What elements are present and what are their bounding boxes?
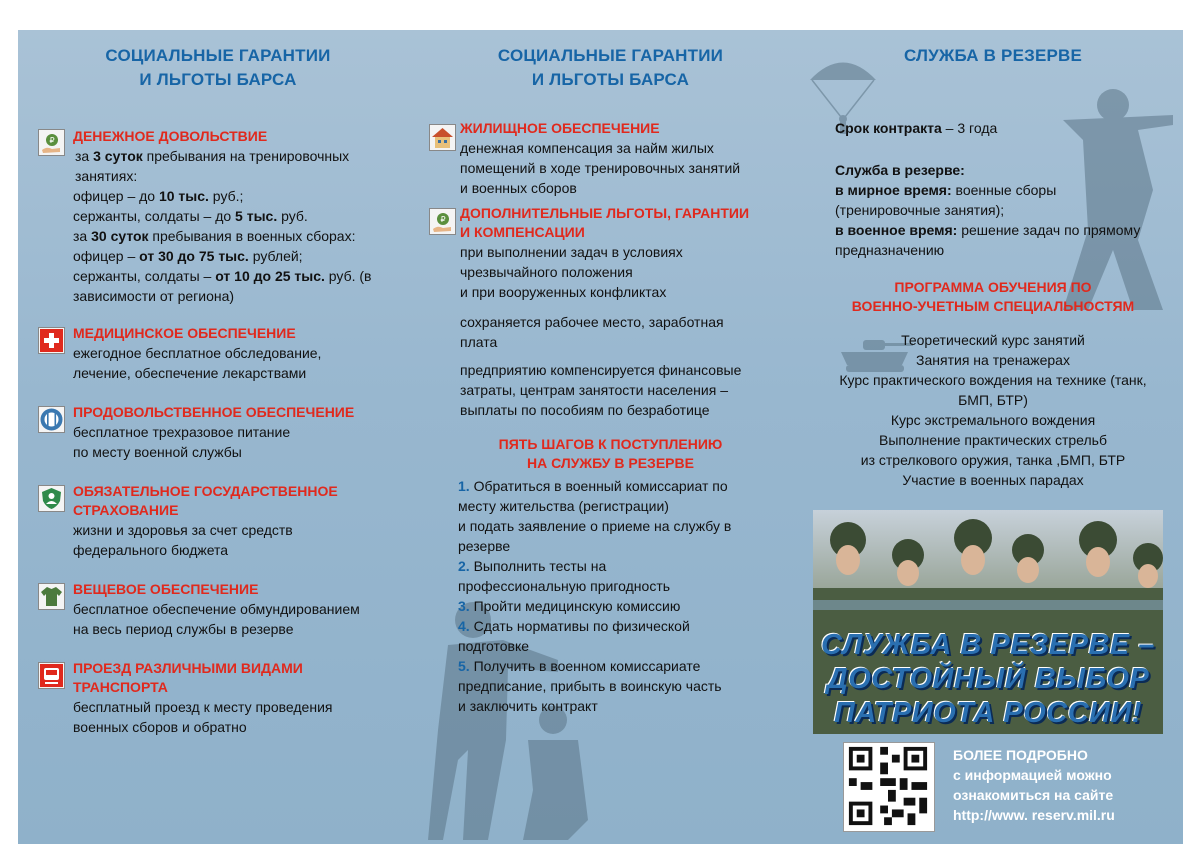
section-transport — [73, 659, 413, 737]
section-heading: ЖИЛИЩНОЕ ОБЕСПЕЧЕНИЕ — [460, 120, 660, 136]
column-benefits-2 — [418, 30, 803, 844]
column-benefits-1 — [18, 30, 418, 844]
section-text: за 3 суток пребывания на тренировочных занятиях: — [75, 148, 350, 184]
step-item: 5. Получить в военном комиссариате предписание, прибыть в воинскую часть и заключить контракт — [458, 658, 722, 714]
steps-title: ПЯТЬ ШАГОВ К ПОСТУПЛЕНИЮ НА СЛУЖБУ В РЕЗЕРВЕ — [498, 436, 723, 471]
column-title: СЛУЖБА В РЕЗЕРВЕ — [903, 46, 1083, 65]
section-heading: ВЕЩЕВОЕ ОБЕСПЕЧЕНИЕ — [73, 581, 259, 597]
section-heading: ДЕНЕЖНОЕ ДОВОЛЬСТВИЕ — [73, 128, 268, 144]
section-heading: ОБЯЗАТЕЛЬНОЕ ГОСУДАРСТВЕННОЕ СТРАХОВАНИЕ — [73, 483, 338, 518]
section-extra-benefits — [460, 204, 800, 420]
section-clothing — [73, 580, 413, 639]
soldiers-photo — [813, 510, 1163, 734]
program-item: Курс экстремального вождения — [890, 412, 1096, 428]
program-title: ПРОГРАММА ОБУЧЕНИЯ ПО ВОЕННО-УЧЕТНЫМ СПЕЦИАЛЬНОСТЯМ — [851, 279, 1135, 314]
program-item: Занятия на тренажерах — [916, 352, 1070, 368]
program-item: Участие в военных парадах — [902, 472, 1084, 488]
pay-details: офицер – до 10 тыс. руб.; сержанты, солдаты – до 5 тыс. руб. за 30 суток пребывания в военных сборах: офицер – от 30 до 75 тыс. рублей; сержанты, солдаты – от 10 до 25 тыс. руб. (в зависимости от региона) — [73, 188, 372, 304]
program-item: Курс практического вождения на технике (танк, — [839, 372, 1147, 388]
section-insurance — [73, 482, 413, 560]
uniform-jacket-icon — [38, 583, 65, 610]
column-reserve-service — [803, 30, 1183, 844]
section-text: при выполнении задач в условиях чрезвычайного положения и при вооруженных конфликтах — [460, 244, 683, 300]
section-text: жизни и здоровья за счет средств федерального бюджета — [73, 522, 293, 558]
qr-code-icon — [844, 743, 932, 829]
ruble-hand-icon — [429, 208, 456, 235]
shield-person-icon — [38, 485, 65, 512]
column-title: СОЦИАЛЬНЫЕ ГАРАНТИИ И ЛЬГОТЫ БАРСА — [105, 46, 331, 89]
section-text: предприятию компенсируется финансовые затраты, центрам занятости населения – выплаты по пособиям по безработице — [460, 362, 742, 418]
section-food — [73, 403, 413, 462]
column-title: СОЦИАЛЬНЫЕ ГАРАНТИИ И ЛЬГОТЫ БАРСА — [497, 46, 724, 89]
section-text: бесплатное обеспечение обмундированием на весь период службы в резерве — [73, 601, 360, 637]
step-item: 3. Пройти медицинскую комиссию — [458, 598, 681, 614]
slogan-banner: СЛУЖБА В РЕЗЕРВЕ – ДОСТОЙНЫЙ ВЫБОР ПАТРИОТА РОССИИ! — [821, 629, 1155, 729]
contract-term: Срок контракта – 3 года — [835, 120, 998, 136]
section-text: бесплатный проезд к месту проведения военных сборов и обратно — [73, 699, 333, 735]
program-list — [803, 330, 1183, 490]
section-heading: ДОПОЛНИТЕЛЬНЫЕ ЛЬГОТЫ, ГАРАНТИИ И КОМПЕНСАЦИИ — [460, 205, 750, 240]
section-text: сохраняется рабочее место, заработная плата — [460, 314, 724, 350]
service-modes: Служба в резерве: в мирное время: военные сборы (тренировочные занятия); в военное время: решение задач по прямому предназначению — [835, 162, 1141, 258]
leaflet-sheet — [18, 30, 1183, 844]
section-text: денежная компенсация за найм жилых помещений в ходе тренировочных занятий и военных сборов — [460, 140, 741, 196]
program-item: Выполнение практических стрельб — [879, 432, 1107, 448]
more-info: БОЛЕЕ ПОДРОБНО с информацией можно ознакомиться на сайте http://www. reserv.mil.ru — [953, 745, 1178, 825]
program-item: из стрелкового оружия, танка ,БМП, БТР — [860, 452, 1126, 468]
fork-knife-icon — [38, 406, 65, 433]
svg-text:₽: ₽ — [440, 215, 446, 224]
section-medical — [73, 324, 413, 383]
section-pay — [73, 127, 413, 186]
train-icon — [38, 662, 65, 689]
section-text: бесплатное трехразовое питание по месту военной службы — [73, 424, 291, 460]
section-heading: МЕДИЦИНСКОЕ ОБЕСПЕЧЕНИЕ — [73, 325, 296, 341]
svg-text:₽: ₽ — [49, 136, 55, 145]
section-heading: ПРОЕЗД РАЗЛИЧНЫМИ ВИДАМИ ТРАНСПОРТА — [73, 660, 303, 695]
house-icon — [429, 124, 456, 151]
program-item: БМП, БТР) — [958, 392, 1028, 408]
website-link[interactable]: http://www. reserv.mil.ru — [953, 807, 1115, 823]
section-heading: ПРОДОВОЛЬСТВЕННОЕ ОБЕСПЕЧЕНИЕ — [73, 404, 355, 420]
program-item: Теоретический курс занятий — [901, 332, 1085, 348]
section-housing — [460, 119, 800, 198]
section-text: ежегодное бесплатное обследование, лечение, обеспечение лекарствами — [73, 345, 322, 381]
step-item: 4. Сдать нормативы по физической подготовке — [458, 618, 690, 654]
step-item: 2. Выполнить тесты на профессиональную пригодность — [458, 558, 671, 594]
steps-list — [458, 476, 803, 716]
step-item: 1. Обратиться в военный комиссариат по месту жительства (регистрации) и подать заявление о приеме на службу в резерве — [458, 478, 732, 554]
ruble-hand-icon — [38, 129, 65, 156]
qr-code[interactable] — [843, 742, 935, 832]
medical-cross-icon — [38, 327, 65, 354]
